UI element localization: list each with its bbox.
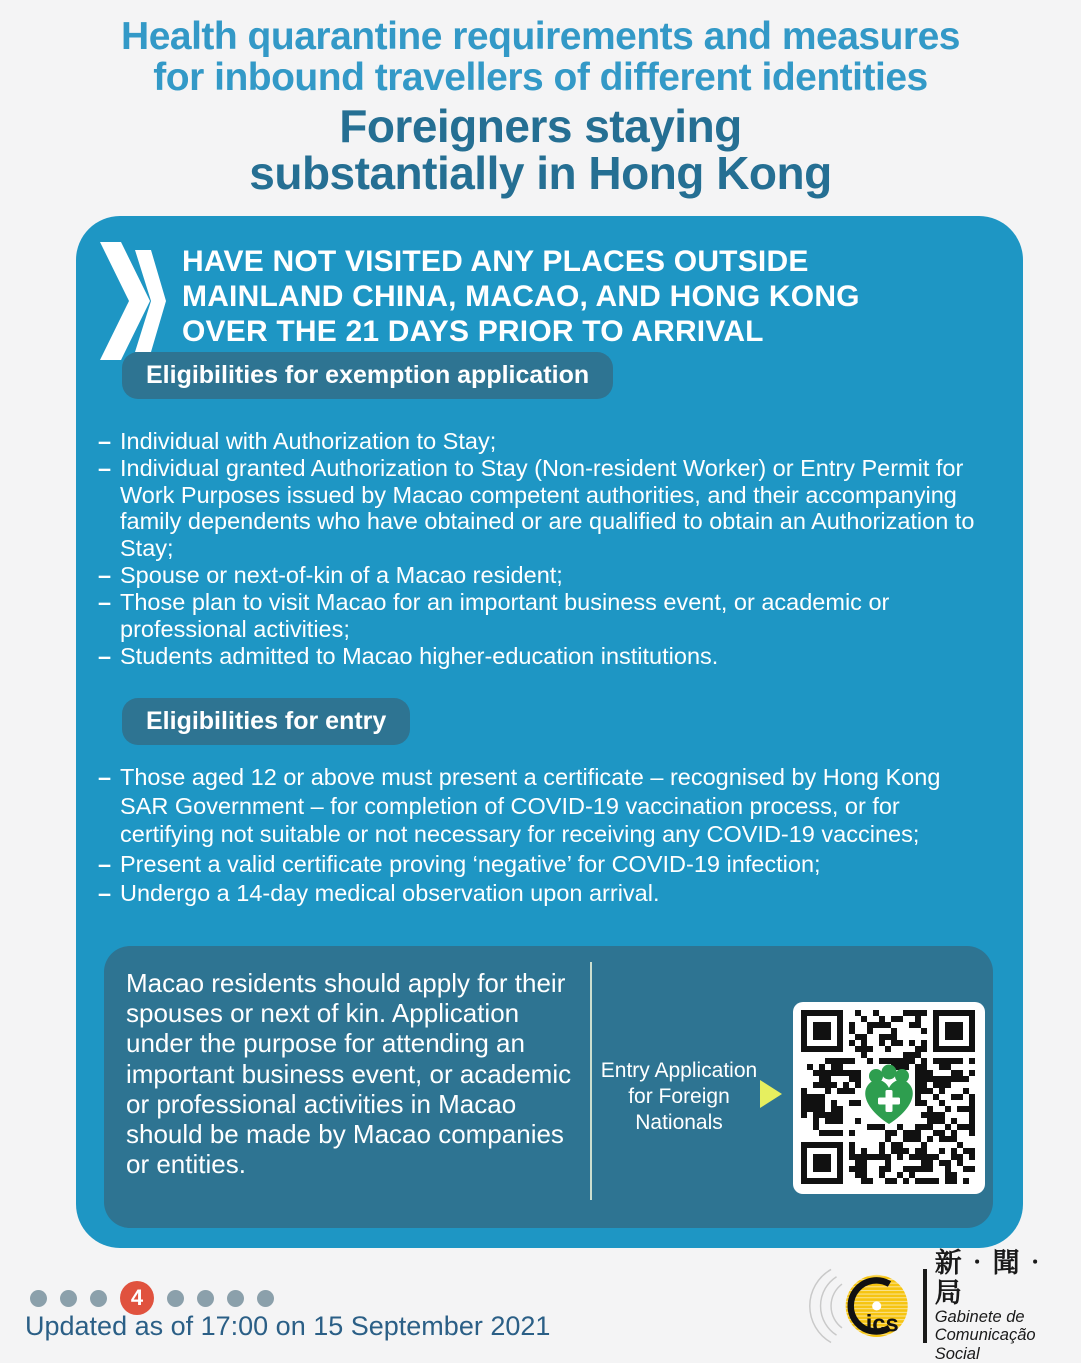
page-dot: [167, 1290, 184, 1307]
gcs-monogram: ics: [865, 1311, 899, 1338]
page-title-line-2: for inbound travellers of different identities: [153, 56, 928, 99]
page-dot: [227, 1290, 244, 1307]
list-item: – Individual granted Authorization to Stay (Non-resident Worker) or Entry Permit for Work Purposes issued by Macao competent authorities, and their accompanying family dependents who have obtained or are qualified to obtain an Authorization to Stay;: [98, 455, 975, 561]
bullet-dash: –: [98, 428, 112, 454]
list-item: – Spouse or next-of-kin of a Macao resident;: [98, 562, 563, 589]
gcs-portuguese-name-line-1: Gabinete de: [934, 1307, 1025, 1326]
gcs-portuguese-name-line-2: Comunicação Social: [934, 1326, 1036, 1363]
card-headline: [182, 244, 992, 349]
page-title-line-1: Health quarantine requirements and measures: [121, 15, 960, 58]
qr-label: Entry Application for Foreign Nationals: [600, 1059, 758, 1134]
list-item: – Present a valid certificate proving ‘negative’ for COVID-19 infection;: [98, 850, 821, 877]
list-item: – Those aged 12 or above must present a certificate – recognised by Hong Kong SAR Government – for completion of COVID-19 vaccination process, or for certifying not suitable or not necessary for receiving any COVID-19 vaccines;: [98, 764, 941, 848]
exemption-badge: Eligibilities for exemption application: [122, 352, 613, 399]
page-subtitle-line-1: Foreigners staying: [339, 100, 742, 152]
bullet-dash: –: [98, 589, 112, 616]
page-dot: [60, 1290, 77, 1307]
card-headline-line-3: OVER THE 21 DAYS PRIOR TO ARRIVAL: [182, 315, 764, 348]
page-subtitle-line-2: substantially in Hong Kong: [249, 147, 832, 199]
page-dot: [90, 1290, 107, 1307]
double-chevron-right-icon: [100, 242, 166, 360]
page-title: [0, 16, 1081, 98]
main-card: [76, 216, 1023, 1248]
divider: [590, 962, 592, 1200]
list-item: – Undergo a 14-day medical observation upon arrival.: [98, 880, 660, 907]
gcs-logo-text: [935, 1248, 1072, 1363]
bullet-dash: –: [98, 643, 112, 670]
page-dot: [197, 1290, 214, 1307]
bullet-dash: –: [98, 455, 112, 482]
card-headline-line-1: HAVE NOT VISITED ANY PLACES OUTSIDE: [182, 245, 809, 278]
updated-timestamp: Updated as of 17:00 on 15 September 2021: [25, 1311, 551, 1341]
page-dot: [257, 1290, 274, 1307]
list-item: – Students admitted to Macao higher-education institutions.: [98, 643, 719, 670]
page-dot: [30, 1290, 47, 1307]
health-bureau-heart-icon: [857, 1064, 921, 1128]
card-headline-line-2: MAINLAND CHINA, MACAO, AND HONG KONG: [182, 280, 860, 313]
bullet-dash: –: [98, 880, 112, 907]
entry-badge: Eligibilities for entry: [122, 698, 410, 745]
qr-code: [793, 1002, 985, 1194]
gcs-logo: [800, 1247, 1072, 1363]
list-item: – Those plan to visit Macao for an important business event, or academic or professional activities;: [98, 589, 890, 642]
entry-list: [98, 763, 983, 909]
exemption-list: [98, 428, 983, 671]
bullet-dash: –: [98, 764, 112, 790]
note-text: Macao residents should apply for their spouses or next of kin. Application under the purpose for attending an important business event, or academic or professional activities in Macao should be made by Macao companies or entities.: [126, 968, 572, 1180]
note-box: [104, 946, 993, 1228]
gcs-emblem-icon: [800, 1260, 915, 1351]
page-dot-active: 4: [120, 1281, 154, 1315]
page-subtitle: [0, 100, 1081, 199]
arrow-right-icon: [760, 1080, 782, 1108]
logo-divider: [923, 1269, 927, 1343]
list-item: – Individual with Authorization to Stay;: [98, 428, 497, 454]
bullet-dash: –: [98, 562, 112, 589]
gcs-chinese-name: 新‧聞‧局: [934, 1247, 1051, 1308]
bullet-dash: –: [98, 850, 112, 877]
